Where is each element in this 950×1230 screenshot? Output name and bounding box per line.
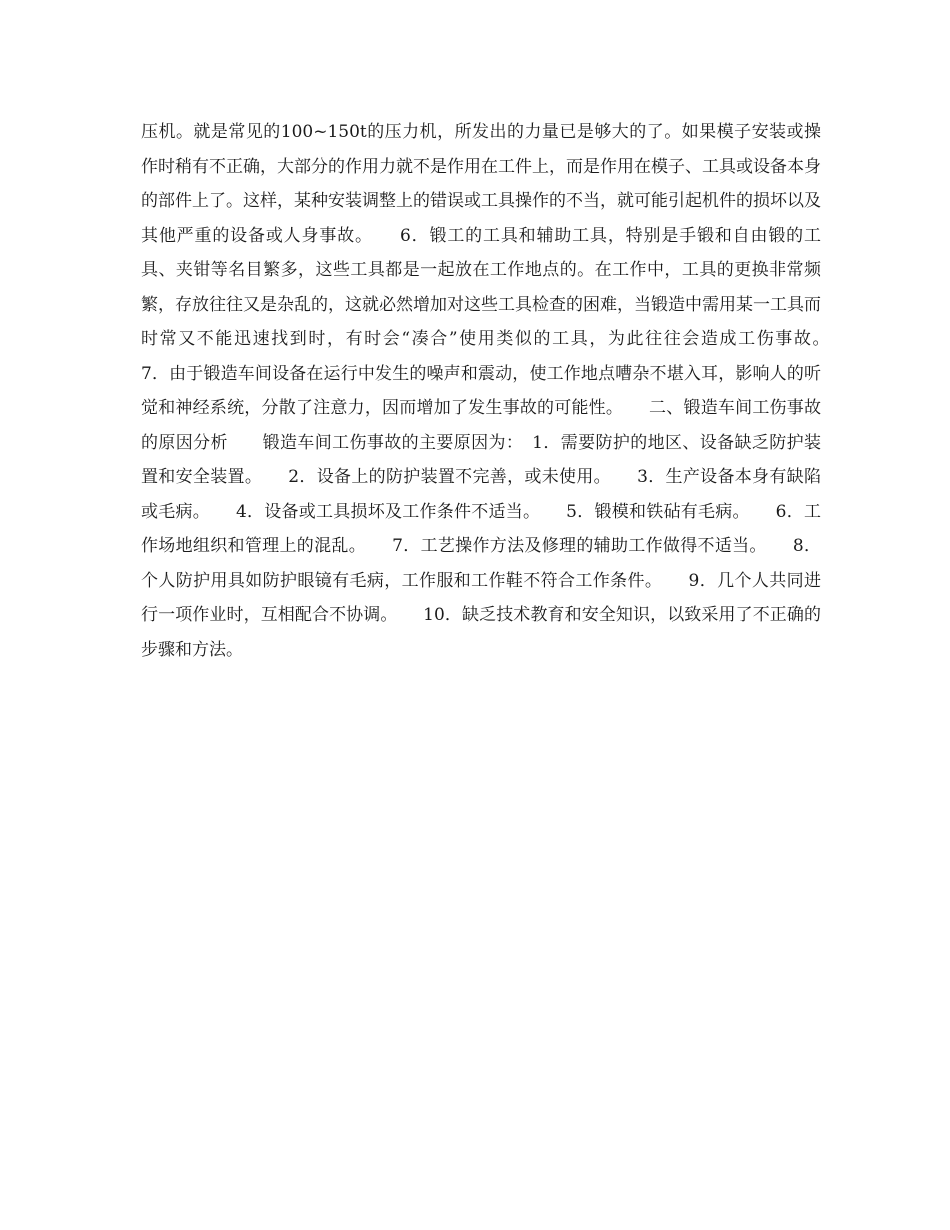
body-paragraph: 压机。就是常见的100~150t的压力机，所发出的力量已是够大的了。如果模子安装或操作时稍有不正确，大部分的作用力就不是作用在工件上，而是作用在模子、工具或设备本身的部件上了。这样，某种安装调整上的错误或工具操作的不当，就可能引起机件的损坏以及其他严重的设备或人身事故。 6．锻工的工具和辅助工具，特别是手锻和自由锻的工具、夹钳等名目繁多，这些工具都是一起放在工作地点的。在工作中，工具的更换非常频繁，存放往往又是杂乱的，这就必然增加对这些工具检查的困难，当锻造中需用某一工具而时常又不能迅速找到时，有时会“凑合”使用类似的工具，为此往往会造成工伤事故。 7．由于锻造车间设备在运行中发生的噪声和震动，使工作地点嘈杂不堪入耳，影响人的听觉和神经系统，分散了注意力，因而增加了发生事故的可能性。 二、锻造车间工伤事故的原因分析 锻造车间工伤事故的主要原因为： 1．需要防护的地区、设备缺乏防护装置和安全装置。 2．设备上的防护装置不完善，或未使用。 3．生产设备本身有缺陷或毛病。 4．设备或工具损坏及工作条件不适当。 5．锻模和铁砧有毛病。 6．工作场地组织和管理上的混乱。 7．工艺操作方法及修理的辅助工作做得不适当。 8．个人防护用具如防护眼镜有毛病，工作服和工作鞋不符合工作条件。 9．几个人共同进行一项作业时，互相配合不协调。 10．缺乏技术教育和安全知识，以致采用了不正确的步骤和方法。 — [141, 122, 855, 660]
